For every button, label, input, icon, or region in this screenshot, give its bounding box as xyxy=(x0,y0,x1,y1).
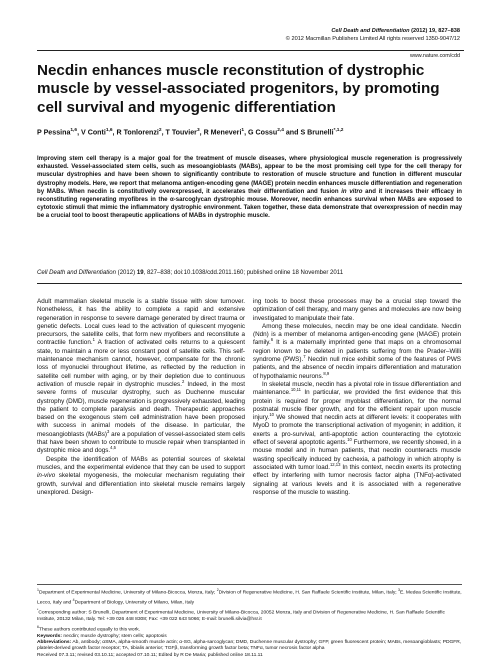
body-column-right xyxy=(253,298,461,497)
equal-contribution: $^6$These authors contributed equally to this work. xyxy=(37,624,141,633)
journal-url[interactable]: www.nature.com/cdd xyxy=(409,53,460,59)
citation-year: (2012) xyxy=(116,270,137,276)
body-paragraph: Among these molecules, necdin may be one ideal candidate. Necdin (Ndn) is a member of melanoma antigen-encoding gene (MAGE) protein family.$^6$ It is a maternally imprinted gene that maps on a chromosomal region known to be deleted in patients suffering from the Prader–Willi syndrome (PWS).$^7$ Necdin null mice exhibit some of the features of PWS patients, and the absence of necdin impairs differentiation and maturation of hypothalamic neurons.$^{8,9}$ xyxy=(253,322,461,380)
journal-volume-pages: (2012) 19, 827–838 xyxy=(409,28,460,34)
author-list: P Pessina$^{1,6}$, V Conti$^{1,6}$, R Tonlorenzi$^2$, T Touvier$^3$, R Meneveri$^1$, G Cossu$^{2,4}$ and S Brunelli$^{*,1,2}$ xyxy=(37,128,344,137)
keywords: Keywords: necdin; muscle dystrophy; stem cells; apoptosis xyxy=(37,633,167,639)
author-affiliation-marker: 1,6 xyxy=(105,128,113,133)
copyright-line: © 2012 Macmillan Publishers Limited All rights reserved 1350-9047/12 xyxy=(285,35,460,42)
author-name: G Cossu xyxy=(248,128,278,137)
header-rule xyxy=(37,50,464,51)
reference-marker[interactable]: 12,13 xyxy=(329,461,341,467)
reference-marker[interactable]: 1 xyxy=(92,337,95,343)
journal-name: Cell Death and Differentiation xyxy=(331,28,410,34)
author-name: T Touvier xyxy=(165,128,197,137)
abbreviations: Abbreviations: Ab, antibody; αSMA, alpha-smooth muscle actin; α-SG, alpha-sarcoglycan; DMD, Duchenne muscular dystrophy; GFP, green fluorescent protein; MABs, mesoangioblasts; PDGFR, platelet-derived growth factor receptor; TA, tibialis anterior; TGFβ, transforming growth factor beta; TNFα, tumor necrosis factor alpha xyxy=(37,639,462,652)
reference-marker[interactable]: 4,5 xyxy=(110,445,116,451)
reference-marker[interactable]: 2 xyxy=(181,378,185,384)
author-affiliation-marker: 2,4 xyxy=(277,128,284,133)
author-name: P Pessina xyxy=(37,128,71,137)
affiliations: $^1$Department of Experimental Medicine, University of Milano-Bicocca, Monza, Italy; $^2$Division of Regenerative Medicine, H. San Raffaele Scientific Institute, Milan, Italy; $^3$E. Medea Scientific Institute, Lecco, Italy and $^4$Department of Biology, University of Milano, Milan, Italy xyxy=(37,588,462,606)
citation-journal: Cell Death and Differentiation xyxy=(37,270,116,276)
author-affiliation-marker: 1 xyxy=(241,128,245,133)
reference-marker[interactable]: 7 xyxy=(303,353,306,359)
author-affiliation-marker: *,1,2 xyxy=(333,128,344,133)
author-affiliation-marker: 3 xyxy=(196,128,200,133)
corresponding-author: *Corresponding author: S Brunelli, Department of Experimental Medicine, University of Milano-Bicocca, 20052 Monza, Italy and Division of Regenerative Medicine, H. San Raffaele Scientific Institute, 20132 Milan, Italy. Tel: +39 026 448 8308; Fax: +39 022 643 5066; E-mail: brunelli.silvia@hsr.it xyxy=(37,608,445,623)
author-name: V Conti xyxy=(81,128,106,137)
reference-marker[interactable]: 8,9 xyxy=(323,370,330,376)
received-dates: Received 07.3.11; revised 03.10.11; accepted 07.10.11; Edited by R De Maria; published online 18.11.11 xyxy=(37,652,263,658)
body-paragraph: In skeletal muscle, necdin has a pivotal role in tissue differentiation and maintenance.$^{10,11}$ In particular, we provided the first evidence that this protein is required for proper myoblast differentiation, for the normal postnatal muscle fiber growth, and for the efficient repair upon muscle injury.$^{10}$ We showed that necdin acts at different levels: it cooperates with MyoD to promote the transcriptional activation of myogenin; in addition, it exerts a pro-survival, anti-apoptotic action counteracting the cytotoxic effect of several apoptotic agents.$^{10}$ Furthermore, we recently showed, in a mouse model and in human patients, that necdin counteracts muscle wasting specifically induced by cachexia, a pathology in which atrophy is associated with tumor load.$^{12,13}$ In this context, necdin exerts its protecting effect by interfering with tumor necrosis factor alpha (TNFα)-activated signaling at various levels and it is associated with a regenerative response of the muscle to wasting. xyxy=(253,380,461,496)
author-name: S Brunelli xyxy=(300,128,334,137)
author-affiliation-marker: 2 xyxy=(158,128,162,133)
body-paragraph: ing tools to boost these processes may be a crucial step toward the optimization of cell therapy, and many genes and molecules are now being investigated to manipulate their fate. xyxy=(253,298,461,322)
body-paragraph: Adult mammalian skeletal muscle is a stable tissue with slow turnover. Nonetheless, it has the ability to complete a rapid and extensive regeneration in response to severe damage generated by direct trauma or genetic defects. Local cues lead to the activation of quiescent myogenic precursors, the satellite cells, that form new myofibers and reconstitute a contractile function.$^1$ A fraction of activated cells returns to a quiescent state, to maintain a more or less constant pool of satellite cells. This self-maintenance mechanism cannot, however, compensate for the chronic loss of myonuclei throughout lifetime, as reflected by the reduction in satellite cell number with aging, or by their depletion due to continuous activation of muscle repair in dystrophic muscles.$^2$ Indeed, in the most severe forms of muscular dystrophy, such as Duchenne muscular dystrophy (DMD), muscle regeneration is progressively exhausted, leading the patient to complete paralysis and death. Therapeutic approaches based on the exogenous stem cell administration have been proposed with success in animal models of the disease. In particular, the mesoangioblasts (MABs)$^3$ are a population of vessel-associated stem cells that have been shown to contribute to muscle repair when transplanted in dystrophic mice and dogs.$^{4,5}$ xyxy=(37,298,245,455)
body-paragraph: Despite the identification of MABs as potential sources of skeletal muscles, and the experimental evidence that they can be used to support in-vivo skeletal myogenesis, the molecular mechanism regulating their growth, survival and differentiation into skeletal muscle remains largely unexplored. Design- xyxy=(37,455,245,496)
citation-line xyxy=(37,269,462,277)
footnote-rule xyxy=(37,584,462,585)
reference-marker[interactable]: 10 xyxy=(347,436,352,442)
reference-marker[interactable]: 3 xyxy=(107,428,110,434)
article-title: Necdin enhances muscle reconstitution of dystrophic muscle by vessel-associated progenitors, by promoting cell survival and myogenic differentiation xyxy=(37,62,440,116)
citation-rest: , 827–838; doi:10.1038/cdd.2011.160; published online 18 November 2011 xyxy=(143,270,344,276)
reference-marker[interactable]: 10,11 xyxy=(290,387,301,393)
abstract: Improving stem cell therapy is a major goal for the treatment of muscle diseases, where physiological muscle regeneration is progressively exhausted. Vessel-associated stem cells, such as mesoangioblasts (MABs), appear to be the most promising cell type for the cell therapy for muscular dystrophies and have been shown to significantly contribute to restoration of muscle structure and function in different muscular dystrophy models. Here, we report that melanoma antigen-encoding gene (MAGE) protein necdin enhances muscle differentiation and regeneration by MABs. When necdin is constitutively overexpressed, it accelerates their differentiation and fusion in vitro and it increases their efficacy in reconstituting regenerating myofibres in the α-sarcoglycan dystrophic mouse. Moreover, necdin enhances survival when MABs are exposed to cytotoxic stimuli that mimic the inflammatory dystrophic environment. Taken together, these data demonstrate that overexpression of necdin may be a crucial tool to boost therapeutic applications of MABs in dystrophic muscle. xyxy=(37,156,462,220)
abstract-rule xyxy=(37,283,462,284)
reference-marker[interactable]: 10 xyxy=(269,412,275,418)
author-name: R Tonlorenzi xyxy=(116,128,159,137)
journal-header xyxy=(260,28,460,43)
author-affiliation-marker: 1,6 xyxy=(70,128,78,133)
reference-marker[interactable]: 6 xyxy=(270,337,274,343)
author-name: R Meneveri xyxy=(203,128,242,137)
citation-volume: 19 xyxy=(136,270,144,276)
footnotes xyxy=(37,587,462,659)
body-column-left xyxy=(37,298,245,497)
